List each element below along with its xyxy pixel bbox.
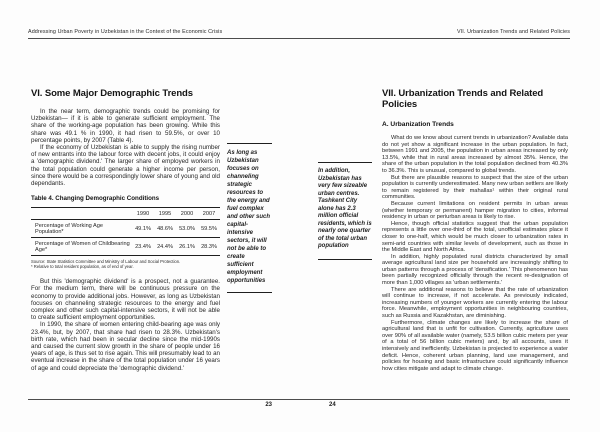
table-cell: 26.1% bbox=[179, 243, 195, 250]
table-cell: 48.6% bbox=[157, 225, 173, 232]
right-paragraph-2: But there are plausible reasons to suspect that the size of the urban population is currently underestimated. Many new urban settlers are likely to remain registered by their mahallas¹ within their original rural communities. bbox=[382, 174, 568, 201]
left-paragraph-1: In the near term, demographic trends could be promising for Uzbekistan— if it is able to generate sufficient employment. The share of the working-age population has been growing. While this share was 49.1 % in 1990, it had risen to 59.5%, or over 10 percentage points, by 2007 (Table 4). bbox=[31, 108, 220, 144]
table-4-col-2007: 2007 bbox=[202, 210, 216, 217]
right-margin-note: In addition, Uzbekistan has very few sizeable urban centres. Tashkent City alone has 2.3 million official residents, which is nearly one quarter of the total urban population bbox=[318, 162, 372, 260]
table-4-source: Source: State Statistics Committee and Ministry of Labour and Social Protection. bbox=[31, 259, 181, 265]
right-paragraph-7: Furthermore, climate changes are likely to increase the share of agricultural land that is unfit for cultivation. Currently, agriculture uses over 90% of all available water (namely, 53.5 billion cubic meters per year of a total of 56 billion cubic meters) and, by all accounts, uses it intensively and inefficiently. Uzbekistan is projected to experience a water deficit. Hence, coherent urban planning, land use management, and policies for housing and basic infrastructure could significantly influence how cities mitigate and adapt to climate change. bbox=[382, 319, 568, 372]
section-heading: A. Urbanization Trends bbox=[382, 121, 454, 128]
table-cell: 28.3% bbox=[201, 243, 217, 250]
table-cell: 59.5% bbox=[201, 225, 217, 232]
table-cell: 23.4% bbox=[135, 243, 151, 250]
left-margin-note: As long as Uzbekistan focuses on channeling strategic resources to the energy and fuel complex and other such capital-intensive sectors, it will not be able to create sufficient employment opportunities bbox=[227, 143, 272, 293]
right-paragraph-3: Because current limitations on resident permits in urban areas (whether temporary or permanent) hamper migration to cities, informal residency in urban or periurban areas is likely to rise. bbox=[382, 200, 568, 221]
table-4-grid bbox=[31, 207, 220, 256]
table-cell: 49.1% bbox=[135, 225, 151, 232]
table-cell: 24.4% bbox=[157, 243, 173, 250]
table-4-caption: Table 4. Changing Demographic Conditions bbox=[31, 195, 160, 203]
table-4-col-1995: 1995 bbox=[158, 210, 172, 217]
footer-rule bbox=[28, 399, 570, 400]
header-rule bbox=[28, 38, 570, 39]
table-4-header-row bbox=[31, 208, 220, 219]
running-header-left: Addressing Urban Poverty in Uzbekistan in the Context of the Economic Crisis bbox=[28, 29, 223, 35]
right-paragraph-4: Hence, though official statistics suggest that the urban population represents a little over one-third of the total, unofficial estimates place it closer to one-half, which would be much closer to urbanization rates in semi-arid countries with similar levels of development, such as those in the Middle East and North Africa. bbox=[382, 220, 568, 254]
table-4-col-1990: 1990 bbox=[136, 210, 150, 217]
left-paragraph-3: But this 'demographic dividend' is a prospect, not a guarantee. For the medium term, there will be continuous pressure on the economy to provide additional jobs. However, as long as Uzbekistan focuses on channeling strategic resources to the energy and fuel complex and other such capital-intensive sectors, it will not be able to create sufficient employment opportunities. bbox=[31, 278, 220, 322]
left-paragraph-4: In 1990, the share of women entering child-bearing age was only 23.4%, but, by 2007, that share had risen to 28.3%. Uzbekistan's birth rate, which had been in secular decline since the mid-1990s and caused the current slow growth in the share of people under 16 years of age, is thus set to rise again. This will presumably lead to an eventual increase in the share of the total population under 16 years of age and could depreciate the 'demographic dividend.' bbox=[31, 321, 220, 372]
spacer bbox=[31, 269, 220, 278]
table-row bbox=[31, 237, 220, 255]
running-header-right: VII. Urbanization Trends and Related Policies bbox=[457, 29, 570, 35]
table-row-label: Percentage of Women of Childbearing Age* bbox=[35, 240, 130, 253]
left-page bbox=[31, 88, 220, 372]
page-number-right: 24 bbox=[329, 402, 336, 408]
table-row bbox=[31, 219, 220, 237]
table-4-footnote: * Relative to total resident population, as of end of year. bbox=[31, 264, 134, 270]
right-page bbox=[382, 88, 568, 372]
right-paragraph-6: There are additional reasons to believe that the rate of urbanization will continue to increase, if not accelerate. As previously indicated, increasing numbers of younger workers are currently entering the labour force. Meanwhile, employment opportunities in neighbouring countries, such as Russia and Kazakhstan, are diminishing. bbox=[382, 286, 568, 320]
table-cell: 53.0% bbox=[179, 225, 195, 232]
table-row-label: Percentage of Working Age Population* bbox=[35, 222, 103, 235]
left-page-title: VI. Some Major Demographic Trends bbox=[31, 88, 193, 99]
table-4-col-2000: 2000 bbox=[180, 210, 194, 217]
right-paragraph-5: In addition, highly populated rural districts characterized by small average agricultural land size per household are increasingly shifting to urban patterns through a process of 'densification.' This phenomenon has been partially recognized officially through the recent re-designation of more than 1,000 villages as 'urban settlements.' bbox=[382, 253, 568, 287]
page-number-left: 23 bbox=[265, 402, 272, 408]
table-4 bbox=[31, 195, 220, 269]
left-paragraph-2: If the economy of Uzbekistan is able to supply the rising number of new entrants into the labour force with decent jobs, it could enjoy a 'demographic dividend.' The larger share of employed workers in the total population could generate a higher income per person, since there would be a correspondingly lower share of young and old dependants. bbox=[31, 144, 220, 188]
right-paragraph-1: What do we know about current trends in urbanization? Available data do not yet show a significant increase in the urban population. In fact, between 1991 and 2005, the population in urban areas increased by only 13.5%, while that in rural areas increased by almost 35%. Hence, the share of the urban population in the total population declined from 40.3% to 36.3%. This is unusual, compared to global trends. bbox=[382, 135, 568, 174]
right-page-title: VII. Urbanization Trends and Related Policies bbox=[382, 88, 544, 110]
